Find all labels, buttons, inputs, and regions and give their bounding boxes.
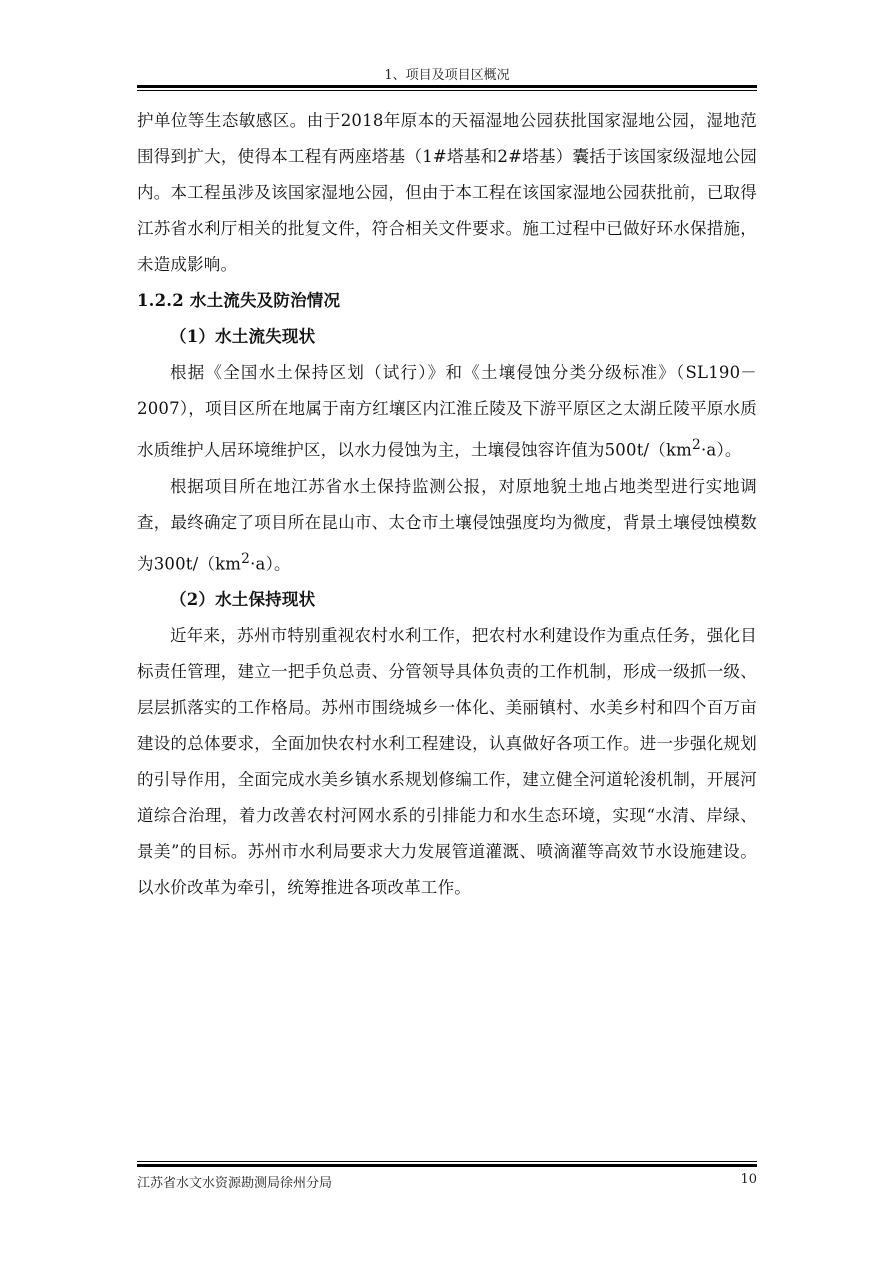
paragraph-3 (137, 469, 757, 583)
document-body (137, 103, 757, 906)
footer-organization: 江苏省水文水资源勘测局徐州分局 (137, 1176, 333, 1191)
subsection-heading-2: （2）水土保持现状 (170, 590, 316, 609)
superscript: 2 (692, 437, 701, 453)
paragraph-2-tail: ·a）。 (700, 440, 742, 460)
section-heading: 1.2.2 水土流失及防治情况 (137, 291, 341, 310)
footer-rule (137, 1161, 757, 1167)
paragraph-3-tail: ·a）。 (250, 554, 291, 573)
paragraph-3-text: 根据项目所在地江苏省水土保持监测公报，对原地貌土地占地类型进行实地调查，最终确定了项目所在昆山市、太仓市土壤侵蚀强度均为微度，背景土壤侵蚀模数为300t/（km (137, 476, 757, 573)
paragraph-4: 近年来，苏州市特别重视农村水利工作，把农村水利建设作为重点任务，强化目标责任管理，建立一把手负总责、分管领导具体负责的工作机制，形成一级抓一级、层层抓落实的工作格局。苏州市围绕城乡一体化、美丽镇村、水美乡村和四个百万亩建设的总体要求，全面加快农村水利工程建设，认真做好各项工作。进一步强化规划的引导作用，全面完成水美乡镇水系规划修编工作，建立健全河道轮浚机制，开展河道综合治理，着力改善农村河网水系的引排能力和水生态环境，实现“水清、岸绿、景美”的目标。苏州市水利局要求大力发展管道灌溉、喷滴灌等高效节水设施建设。以水价改革为牵引，统筹推进各项改革工作。 (137, 626, 757, 897)
paragraph-2-text: 根据《全国水土保持区划（试行）》和《土壤侵蚀分类分级标准》（SL190－2007），项目区所在地属于南方红壤区内江淮丘陵及下游平原区之太湖丘陵平原水质水质维护人居环境维护区，以水力侵蚀为主，土壤侵蚀容许值为500t/（km (137, 363, 757, 460)
paragraph-2 (137, 355, 757, 469)
header-rule (137, 85, 757, 91)
subsection-heading-1: （1）水土流失现状 (170, 327, 316, 346)
page-number: 10 (740, 1172, 757, 1187)
superscript: 2 (241, 550, 251, 567)
paragraph-1: 护单位等生态敏感区。由于2018年原本的天福湿地公园获批国家湿地公园，湿地范围得到扩大，使得本工程有两座塔基（1#塔基和2#塔基）囊括于该国家级湿地公园内。本工程虽涉及该国家湿地公园，但由于本工程在该国家湿地公园获批前，已取得江苏省水利厅相关的批复文件，符合相关文件要求。施工过程中已做好环水保措施，未造成影响。 (137, 111, 757, 274)
page-header-title: 1、项目及项目区概况 (384, 68, 510, 83)
